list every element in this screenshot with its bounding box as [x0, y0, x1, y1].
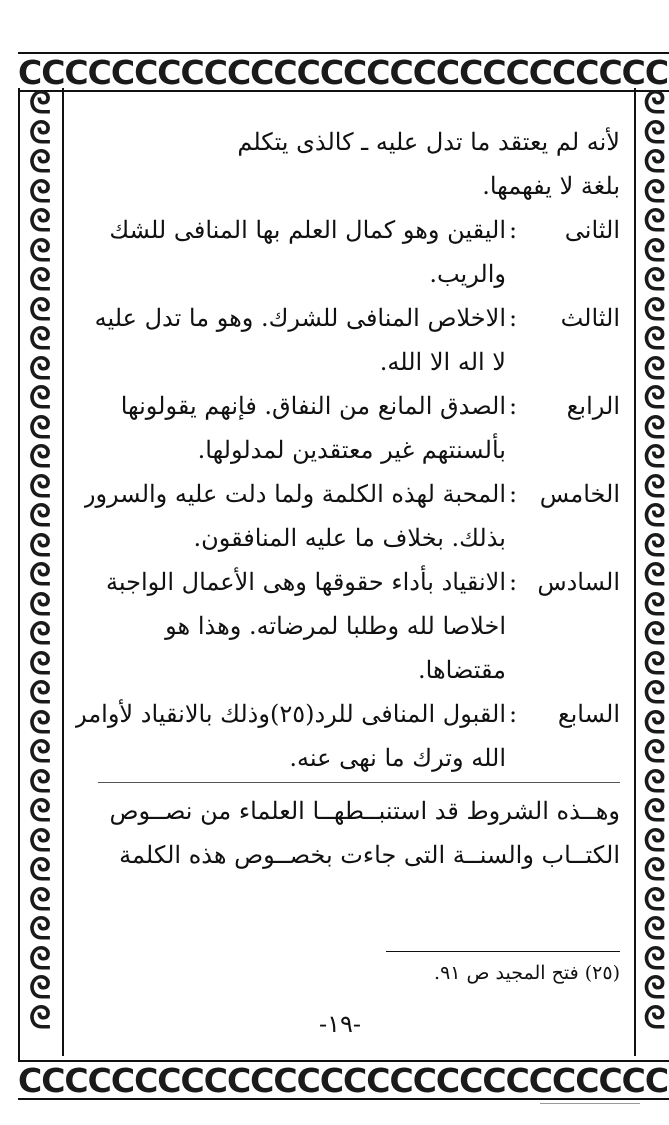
- ornament-glyph-icon: ᘓ: [643, 763, 666, 800]
- condition-colon: :: [508, 216, 518, 244]
- ornament-glyph-icon: ᘓ: [643, 734, 666, 770]
- ornament-glyph-icon: ᘓ: [29, 704, 51, 741]
- condition-second: [98, 208, 620, 296]
- condition-text: بذلك. بخلاف ما عليه المنافقون.: [193, 524, 506, 552]
- ornament-glyph-icon: ᘓ: [29, 881, 51, 918]
- ornament-glyph-icon: ᘓ: [643, 911, 666, 947]
- ornament-glyph-icon: ᘓ: [29, 350, 51, 387]
- ornament-glyph-icon: ᘓ: [29, 88, 51, 121]
- condition-text: الانقياد بأداء حقوقها وهى الأعمال الواجبة: [106, 568, 506, 596]
- ornamental-border-left: [18, 88, 60, 1060]
- ornament-glyph-icon: ᘓ: [29, 262, 51, 298]
- ornamental-border-right: [640, 88, 669, 1060]
- ornament-glyph-icon: ᘓ: [29, 144, 51, 180]
- closing-line-2: الكتــاب والسنــة التى جاءت بخصــوص هذه الكلمة: [119, 841, 620, 869]
- bottom-rule: [540, 1103, 640, 1104]
- condition-text: مقتضاها.: [418, 656, 506, 684]
- condition-text: اخلاصا لله وطلبا لمرضاته. وهذا هو: [165, 612, 506, 640]
- page-body: [75, 120, 620, 877]
- condition-colon: :: [508, 480, 518, 508]
- ornament-glyph-icon: ᘓ: [643, 822, 666, 859]
- ornament-glyph-icon: ᘓ: [29, 409, 51, 446]
- condition-term: السادس: [537, 568, 620, 596]
- ornament-glyph-icon: ᘓ: [29, 173, 51, 210]
- ornament-glyph-icon: ᘓ: [643, 380, 666, 416]
- condition-term: الثالث: [560, 304, 620, 332]
- ornament-glyph-icon: ᘓ: [643, 586, 666, 623]
- condition-colon: :: [508, 700, 518, 728]
- ornament-glyph-icon: ᘓ: [643, 616, 666, 652]
- ornament-glyph-icon: ᘓ: [643, 291, 666, 328]
- ornament-glyph-icon: ᘓ: [643, 321, 666, 357]
- condition-term: السابع: [557, 700, 620, 728]
- ornament-glyph-icon: ᘓ: [29, 793, 51, 829]
- ornament-glyph-icon: ᘓ: [29, 852, 51, 888]
- ornament-glyph-icon: ᘓ: [643, 144, 666, 180]
- footnote: (٢٥) فتح المجيد ص ٩١.: [434, 962, 620, 984]
- ornament-glyph-icon: ᘓ: [29, 203, 51, 239]
- ornament-glyph-icon: ᘓ: [29, 822, 51, 859]
- ornament-glyph-icon: ᘓ: [643, 350, 666, 387]
- ornament-glyph-icon: ᘓ: [643, 970, 666, 1006]
- ornament-glyph-icon: ᘓ: [29, 291, 51, 328]
- ornament-glyph-icon: ᘓ: [29, 468, 51, 505]
- ornament-glyph-icon: ᘓ: [643, 675, 666, 711]
- ornament-glyph-icon: ᘓ: [643, 793, 666, 829]
- ornament-glyph-icon: ᘓ: [643, 88, 666, 121]
- condition-colon: :: [508, 304, 518, 332]
- closing-line-1: وهــذه الشروط قد استنبــطهــا العلماء من نصــوص: [109, 797, 620, 825]
- ornament-glyph-icon: ᘓ: [29, 114, 51, 151]
- condition-seventh: [75, 692, 620, 780]
- condition-text: المحبة لهذه الكلمة ولما دلت عليه والسرور: [83, 480, 506, 508]
- ornament-glyph-icon: ᘓ: [643, 439, 666, 475]
- condition-third: [94, 296, 620, 384]
- ornament-glyph-icon: ᘓ: [643, 498, 666, 534]
- ornament-glyph-icon: ᘓ: [29, 439, 51, 475]
- page-number: -١٩-: [319, 1010, 361, 1038]
- ornament-glyph-icon: ᘓ: [643, 527, 666, 564]
- ornament-glyph-icon: ᘓ: [29, 616, 51, 652]
- ornament-glyph-icon: ᘓ: [29, 232, 51, 269]
- ornament-glyph-icon: ᘓ: [643, 999, 666, 1036]
- condition-term: الرابع: [566, 392, 620, 420]
- ornament-glyph-icon: ᘓ: [643, 557, 666, 593]
- ornament-glyph-icon: ᘓ: [29, 675, 51, 711]
- condition-sixth: [98, 560, 620, 692]
- condition-text: اليقين وهو كمال العلم بها المنافى للشك: [109, 216, 506, 244]
- ornament-glyph-icon: ᘓ: [643, 114, 666, 151]
- condition-colon: :: [508, 568, 518, 596]
- ornamental-border-bottom: CCCCCCCCCCCCCCCCCCCCCCCCCCCC: [18, 1060, 669, 1100]
- intro-line-1: لأنه لم يعتقد ما تدل عليه ـ كالذى يتكلم: [237, 128, 620, 156]
- section-divider: [98, 782, 620, 783]
- ornament-glyph-icon: ᘓ: [29, 940, 51, 977]
- condition-term: الخامس: [539, 480, 620, 508]
- condition-fifth: [83, 472, 620, 560]
- condition-text: والريب.: [429, 260, 506, 288]
- ornament-glyph-icon: ᘓ: [643, 645, 666, 682]
- condition-text: الاخلاص المنافى للشرك. وهو ما تدل عليه: [94, 304, 506, 332]
- ornament-glyph-icon: ᘓ: [29, 498, 51, 534]
- footnote-rule: [386, 951, 620, 952]
- ornament-glyph-icon: ᘓ: [643, 232, 666, 269]
- condition-text: لا اله الا الله.: [379, 348, 506, 376]
- condition-text: الله وترك ما نهى عنه.: [289, 744, 506, 772]
- ornament-glyph-icon: ᘓ: [29, 734, 51, 770]
- ornament-glyph-icon: ᘓ: [643, 173, 666, 210]
- condition-colon: :: [508, 392, 518, 420]
- ornament-glyph-icon: ᘓ: [29, 645, 51, 682]
- intro-line-2: بلغة لا يفهمها.: [482, 172, 620, 200]
- condition-text: بألسنتهم غير معتقدين لمدلولها.: [197, 436, 506, 464]
- condition-term: الثانى: [564, 216, 620, 244]
- ornament-glyph-icon: ᘓ: [643, 704, 666, 741]
- ornament-glyph-icon: ᘓ: [643, 468, 666, 505]
- ornament-glyph-icon: ᘓ: [29, 970, 51, 1006]
- condition-text: الصدق المانع من النفاق. فإنهم يقولونها: [120, 392, 506, 420]
- ornament-glyph-icon: ᘓ: [29, 999, 51, 1036]
- condition-text: القبول المنافى للرد(٢٥)وذلك بالانقياد لأوامر: [75, 700, 506, 728]
- ornamental-border-top: CCCCCCCCCCCCCCCCCCCCCCCCCCCC: [18, 52, 669, 92]
- ornament-glyph-icon: ᘓ: [643, 262, 666, 298]
- condition-fourth: [98, 384, 620, 472]
- ornament-glyph-icon: ᘓ: [29, 380, 51, 416]
- ornament-glyph-icon: ᘓ: [29, 321, 51, 357]
- ornament-glyph-icon: ᘓ: [29, 527, 51, 564]
- ornament-glyph-icon: ᘓ: [643, 940, 666, 977]
- ornament-glyph-icon: ᘓ: [29, 911, 51, 947]
- ornament-glyph-icon: ᘓ: [29, 763, 51, 800]
- ornament-glyph-icon: ᘓ: [643, 881, 666, 918]
- ornament-glyph-icon: ᘓ: [643, 203, 666, 239]
- ornament-glyph-icon: ᘓ: [643, 852, 666, 888]
- ornament-glyph-icon: ᘓ: [29, 557, 51, 593]
- ornament-glyph-icon: ᘓ: [29, 586, 51, 623]
- ornament-glyph-icon: ᘓ: [643, 409, 666, 446]
